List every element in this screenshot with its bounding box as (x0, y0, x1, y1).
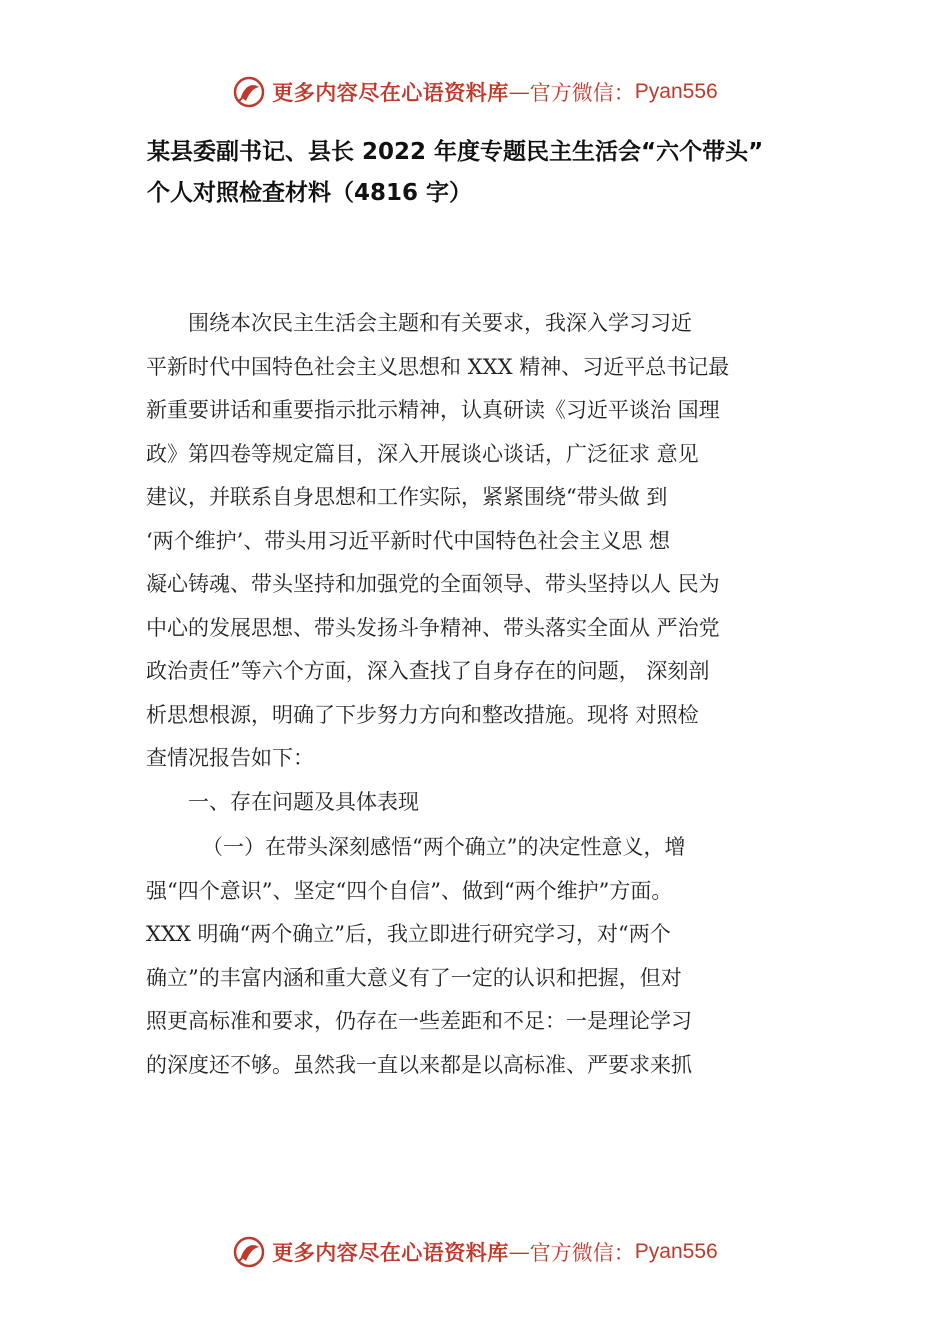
text-line: 强“四个意识”、坚定“四个自信”、做到“两个维护”方面。 (146, 878, 673, 903)
watermark-brand: 更多内容尽在心语资料库 (272, 1240, 509, 1265)
text-line: 平新时代中国特色社会主义思想和 XXX 精神、习近平总书记最 (146, 354, 730, 379)
title-line-2: 个人对照检查材料（4816 字） (147, 180, 473, 206)
text-line: 建议，并联系自身思想和工作实际，紧紧围绕“带头做 到 (146, 485, 668, 509)
watermark-separator: — (508, 1240, 530, 1264)
text-line: 照更高标准和要求，仍存在一些差距和不足：一是理论学习 (146, 1009, 692, 1033)
text-line: 政》第四卷等规定篇目，深入开展谈心谈话，广泛征求 意见 (146, 441, 699, 466)
watermark-wechat-label: 官方微信： (529, 1241, 635, 1265)
document-title (147, 132, 847, 214)
text-line: 新重要讲话和重要指示批示精神，认真研读《习近平谈治 国理 (146, 398, 720, 422)
brand-logo-icon (232, 75, 266, 109)
text-line: 中心的发展思想、带头发扬斗争精神、带头落实全面从 严治党 (146, 615, 720, 640)
watermark-wechat-id: Pyan556 (634, 80, 718, 103)
section-heading (146, 781, 836, 825)
text-line: 的深度还不够。虽然我一直以来都是以高标准、严要求来抓 (146, 1052, 692, 1077)
watermark-brand: 更多内容尽在心语资料库 (272, 80, 509, 105)
text-line: 围绕本次民主生活会主题和有关要求，我深入学习习近 (188, 311, 692, 335)
text-line: 查情况报告如下： (146, 746, 314, 770)
brand-logo-icon (232, 1235, 266, 1269)
text-line: XXX 明确“两个确立”后，我立即进行研究学习，对“两个 (146, 922, 671, 946)
text-line: （一）在带头深刻感悟“两个确立”的决定性意义，增 (202, 835, 686, 859)
title-line-1: 某县委副书记、县长 2022 年度专题民主生活会“六个带头” (147, 139, 764, 165)
section-1-heading: 一、存在问题及具体表现 (188, 790, 419, 814)
text-line: 析思想根源，明确了下步努力方向和整改措施。现将 对照检 (146, 702, 699, 727)
text-line: 政治责任”等六个方面，深入查找了自身存在的问题， 深刻剖 (146, 659, 710, 683)
text-line: 凝心铸魂、带头坚持和加强党的全面领导、带头坚持以人 民为 (146, 572, 720, 596)
item-1-paragraph (146, 826, 836, 1087)
text-line: ‘两个维护’、带头用习近平新时代中国特色社会主义思 想 (146, 528, 671, 553)
intro-paragraph (146, 302, 836, 781)
watermark-wechat-id: Pyan556 (634, 1240, 718, 1263)
text-line: 确立”的丰富内涵和重大意义有了一定的认识和把握，但对 (146, 965, 682, 990)
watermark-wechat-label: 官方微信： (529, 81, 635, 105)
watermark-separator: — (508, 80, 530, 104)
watermark-banner-top (0, 72, 950, 112)
watermark-banner-bottom (0, 1232, 950, 1272)
